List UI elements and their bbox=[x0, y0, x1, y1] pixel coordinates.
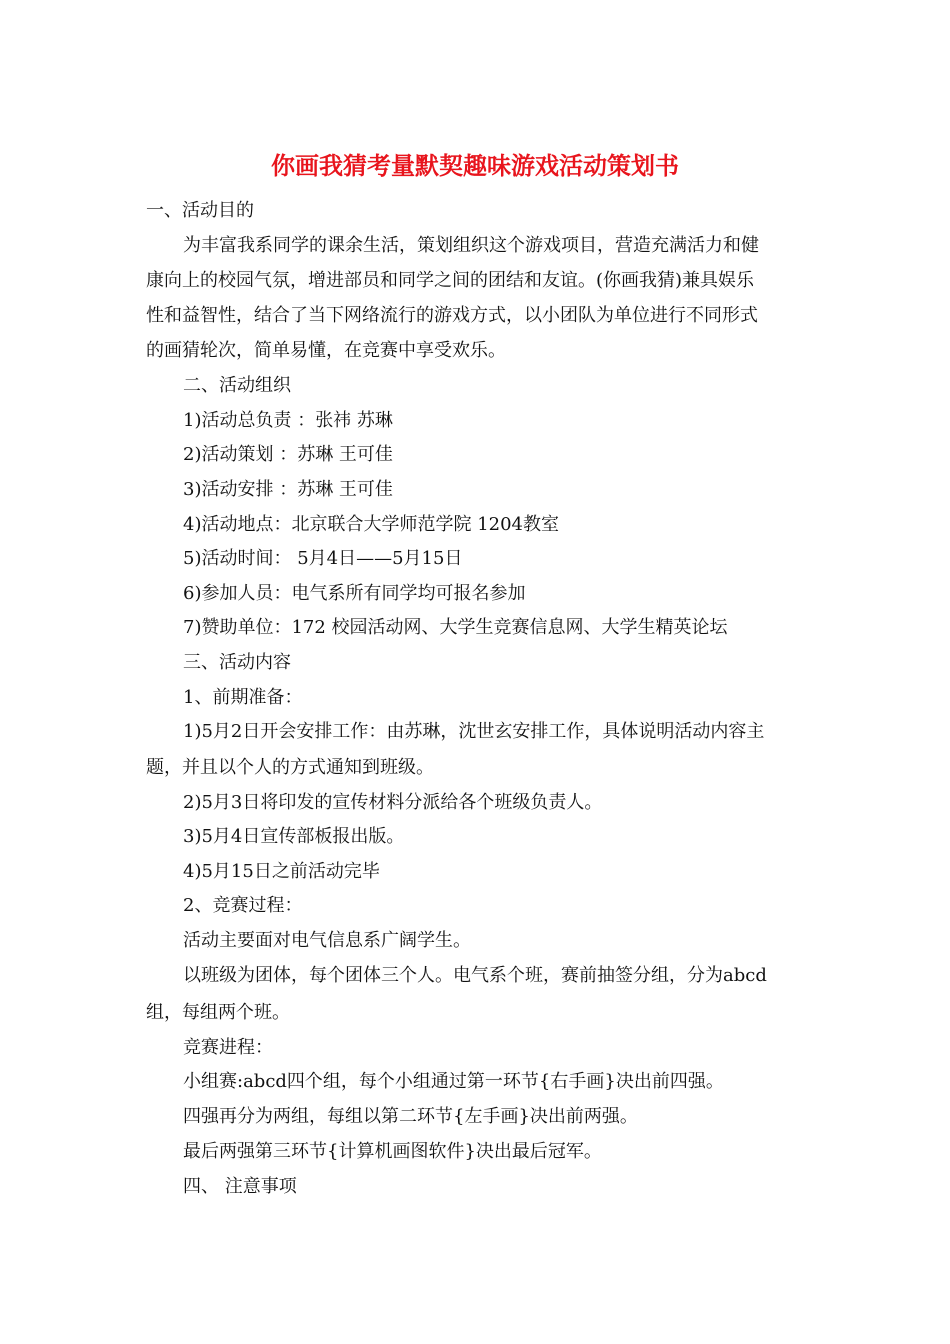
paragraph-line: 性和益智性，结合了当下网络流行的游戏方式，以小团队为单位进行不同形式 bbox=[146, 305, 758, 326]
paragraph-line: 组，每组两个班。 bbox=[146, 1002, 290, 1023]
list-item: 6)参加人员：电气系所有同学均可报名参加 bbox=[183, 583, 526, 604]
subsection-heading: 2、竞赛过程： bbox=[183, 895, 303, 916]
subsection-heading: 1、前期准备： bbox=[183, 687, 303, 708]
list-item: 4)活动地点：北京联合大学师范学院 1204教室 bbox=[183, 514, 560, 535]
paragraph-line: 康向上的校园气氛，增进部员和同学之间的团结和友谊。(你画我猜)兼具娱乐 bbox=[146, 270, 755, 291]
paragraph-line: 题，并且以个人的方式通知到班级。 bbox=[146, 757, 434, 778]
section-heading: 二、活动组织 bbox=[183, 375, 291, 396]
paragraph-line: 活动主要面对电气信息系广阔学生。 bbox=[183, 930, 471, 951]
list-item: 3)活动安排 ：苏琳 王可佳 bbox=[183, 479, 393, 500]
list-item: 4)5月15日之前活动完毕 bbox=[183, 861, 380, 882]
section-heading: 四、 注意事项 bbox=[183, 1176, 297, 1197]
paragraph-line: 四强再分为两组，每组以第二环节{左手画}决出前两强。 bbox=[183, 1106, 638, 1127]
section-heading: 三、活动内容 bbox=[183, 652, 291, 673]
list-item: 5)活动时间： 5月4日——5月15日 bbox=[183, 548, 463, 569]
list-item: 3)5月4日宣传部板报出版。 bbox=[183, 826, 405, 847]
paragraph-line: 以班级为团体，每个团体三个人。电气系个班，赛前抽签分组，分为abcd bbox=[183, 965, 767, 986]
list-item: 2)活动策划 ：苏琳 王可佳 bbox=[183, 444, 393, 465]
list-item: 1)5月2日开会安排工作：由苏琳，沈世玄安排工作，具体说明活动内容主 bbox=[183, 721, 765, 742]
section-heading: 一、活动目的 bbox=[146, 200, 254, 221]
list-item: 2)5月3日将印发的宣传材料分派给各个班级负责人。 bbox=[183, 792, 603, 813]
paragraph-line: 最后两强第三环节{计算机画图软件}决出最后冠军。 bbox=[183, 1141, 602, 1162]
paragraph-line: 为丰富我系同学的课余生活，策划组织这个游戏项目，营造充满活力和健 bbox=[183, 235, 759, 256]
paragraph-line: 的画猜轮次，简单易懂，在竞赛中享受欢乐。 bbox=[146, 340, 506, 361]
document-title: 你画我猜考量默契趣味游戏活动策划书 bbox=[271, 151, 679, 180]
paragraph-line: 竞赛进程： bbox=[183, 1037, 273, 1058]
paragraph-line: 小组赛:abcd四个组，每个小组通过第一环节{右手画}决出前四强。 bbox=[183, 1071, 724, 1092]
list-item: 1)活动总负责 ：张祎 苏琳 bbox=[183, 410, 393, 431]
list-item: 7)赞助单位：172 校园活动网、大学生竞赛信息网、大学生精英论坛 bbox=[183, 617, 728, 638]
